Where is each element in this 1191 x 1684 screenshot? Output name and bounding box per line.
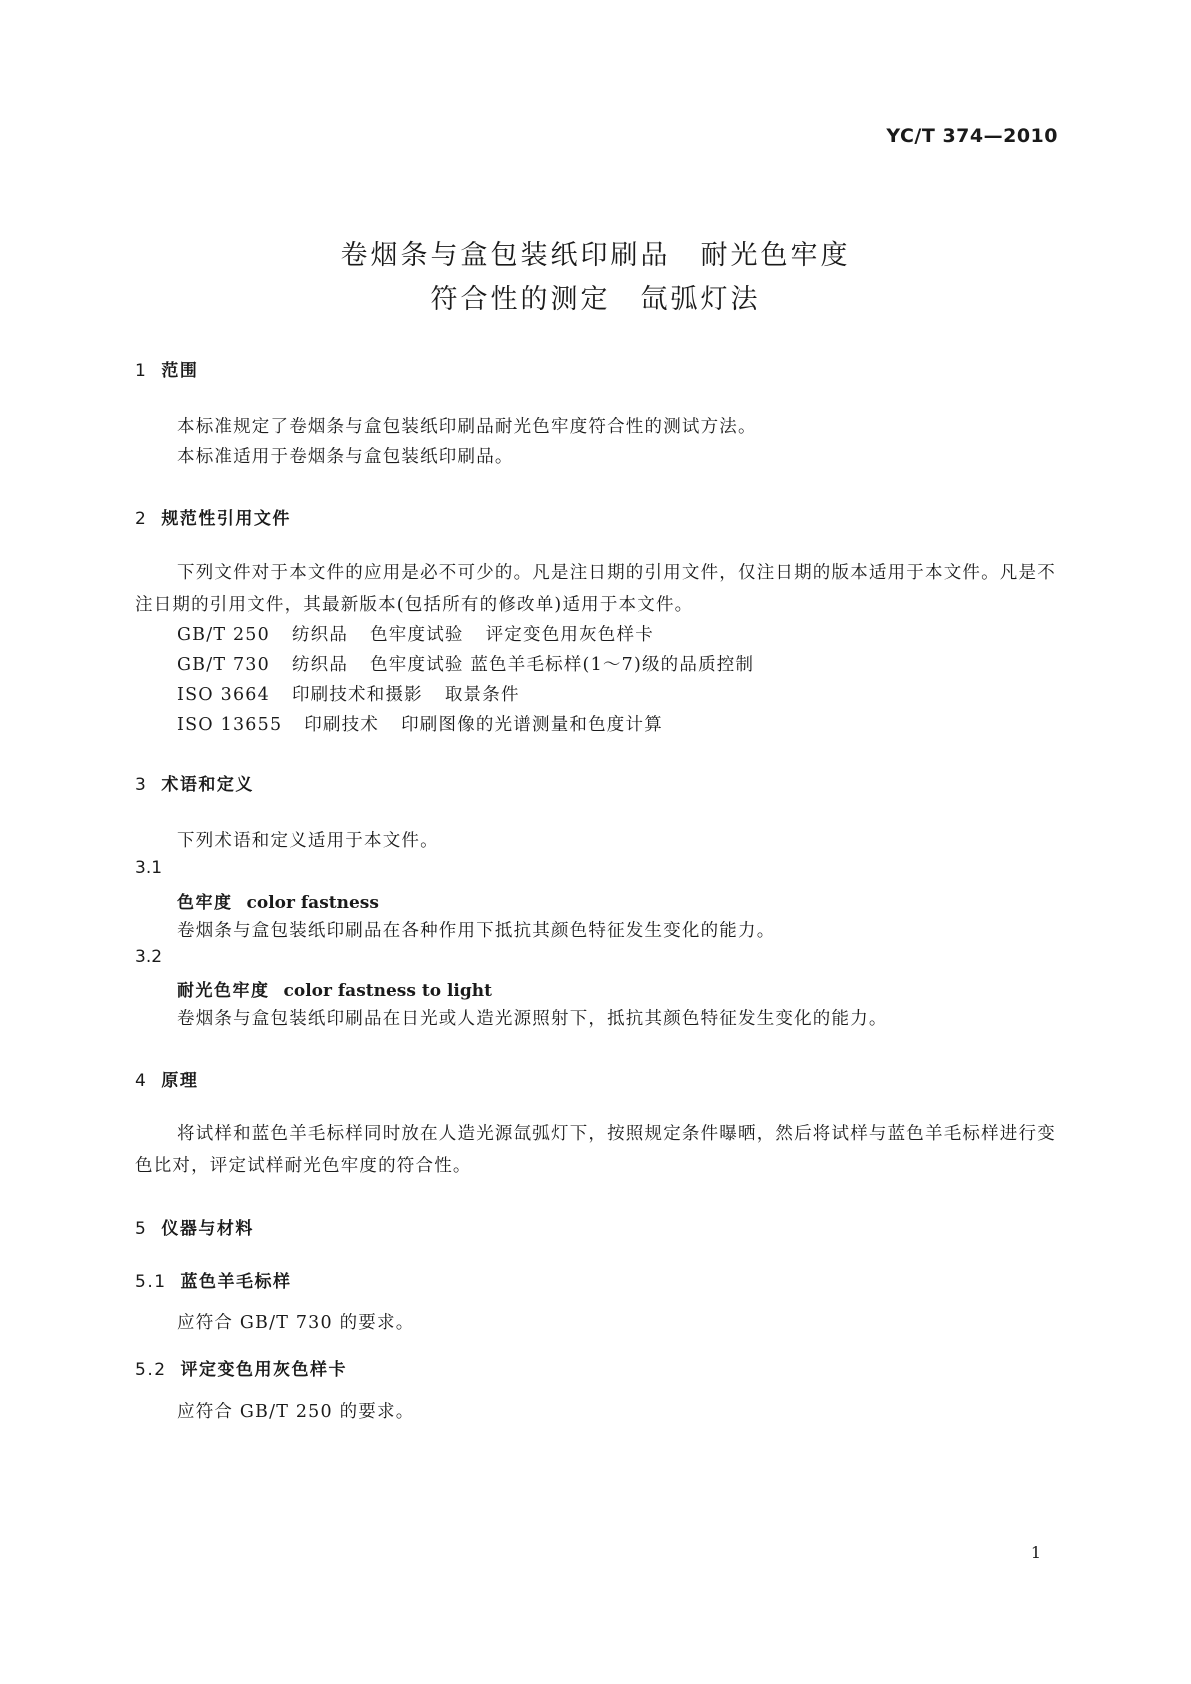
reference-title-part: 取景条件 [444, 685, 520, 705]
section-4-paragraph: 将试样和蓝色羊毛标样同时放在人造光源氙弧灯下，按照规定条件曝晒，然后将试样与蓝色羊毛标样进行变色比对，评定试样耐光色牢度的符合性。 [135, 1124, 1056, 1176]
section-3-heading [135, 770, 254, 795]
standard-code: YC/T 374—2010 [886, 125, 1058, 147]
section-number: 2 [135, 509, 148, 529]
section-1-heading [135, 356, 198, 381]
term-zh: 耐光色牢度 [177, 981, 270, 1001]
normative-reference [177, 651, 776, 676]
subsection-5-1-heading [135, 1267, 292, 1292]
reference-title-part: 色牢度试验 蓝色羊毛标样(1～7)级的品质控制 [370, 655, 755, 675]
section-3-intro-paragraph: 下列术语和定义适用于本文件。 [177, 831, 439, 851]
section-number: 5.1 [135, 1272, 167, 1292]
reference-title-part: 色牢度试验 [370, 625, 464, 645]
reference-title-part: 印刷图像的光谱测量和色度计算 [401, 715, 663, 735]
reference-title-part: 评定变色用灰色样卡 [485, 625, 654, 645]
section-1-paragraph-2: 本标准适用于卷烟条与盒包装纸印刷品。 [177, 447, 514, 467]
section-title: 规范性引用文件 [161, 509, 291, 529]
section-title: 评定变色用灰色样卡 [180, 1360, 348, 1380]
section-1-paragraph-1: 本标准规定了卷烟条与盒包装纸印刷品耐光色牢度符合性的测试方法。 [177, 417, 757, 437]
reference-title-part: 印刷技术和摄影 [291, 685, 423, 705]
normative-reference [177, 681, 542, 706]
term-zh: 色牢度 [177, 893, 233, 913]
reference-code: GB/T 730 [177, 655, 270, 675]
section-number: 3 [135, 775, 148, 795]
term-heading [177, 888, 379, 913]
term-definition: 卷烟条与盒包装纸印刷品在日光或人造光源照射下，抵抗其颜色特征发生变化的能力。 [177, 1009, 888, 1029]
term-definition: 卷烟条与盒包装纸印刷品在各种作用下抵抗其颜色特征发生变化的能力。 [177, 921, 776, 941]
section-5-heading [135, 1214, 254, 1239]
reference-title-part: 印刷技术 [304, 715, 380, 735]
reference-title-part: 纺织品 [291, 655, 349, 675]
term-en: color fastness to light [283, 981, 492, 1001]
section-2-intro-paragraph: 下列文件对于本文件的应用是必不可少的。凡是注日期的引用文件，仅注日期的版本适用于本文件。凡是不注日期的引用文件，其最新版本(包括所有的修改单)适用于本文件。 [135, 563, 1056, 615]
normative-reference [177, 711, 685, 736]
section-title: 原理 [161, 1071, 199, 1091]
term-heading [177, 976, 492, 1001]
reference-code: ISO 13655 [177, 715, 283, 735]
section-number: 4 [135, 1071, 148, 1091]
subsection-5-1-paragraph: 应符合 GB/T 730 的要求。 [177, 1313, 415, 1333]
reference-code: ISO 3664 [177, 685, 270, 705]
document-title-line-2: 符合性的测定 氙弧灯法 [430, 284, 761, 315]
section-title: 术语和定义 [161, 775, 254, 795]
page-number: 1 [1030, 1543, 1041, 1562]
term-en: color fastness [246, 893, 379, 913]
section-number: 5 [135, 1219, 148, 1239]
section-number: 1 [135, 361, 148, 381]
subsection-5-2-paragraph: 应符合 GB/T 250 的要求。 [177, 1402, 415, 1422]
term-number: 3.2 [135, 947, 163, 967]
term-number: 3.1 [135, 858, 163, 878]
section-title: 蓝色羊毛标样 [180, 1272, 292, 1292]
section-title: 仪器与材料 [161, 1219, 254, 1239]
subsection-5-2-heading [135, 1355, 347, 1380]
section-4-heading [135, 1066, 198, 1091]
normative-reference [177, 621, 676, 646]
reference-code: GB/T 250 [177, 625, 270, 645]
section-2-heading [135, 504, 291, 529]
document-title-line-1: 卷烟条与盒包装纸印刷品 耐光色牢度 [340, 240, 851, 271]
section-title: 范围 [161, 361, 199, 381]
section-number: 5.2 [135, 1360, 167, 1380]
reference-title-part: 纺织品 [291, 625, 349, 645]
